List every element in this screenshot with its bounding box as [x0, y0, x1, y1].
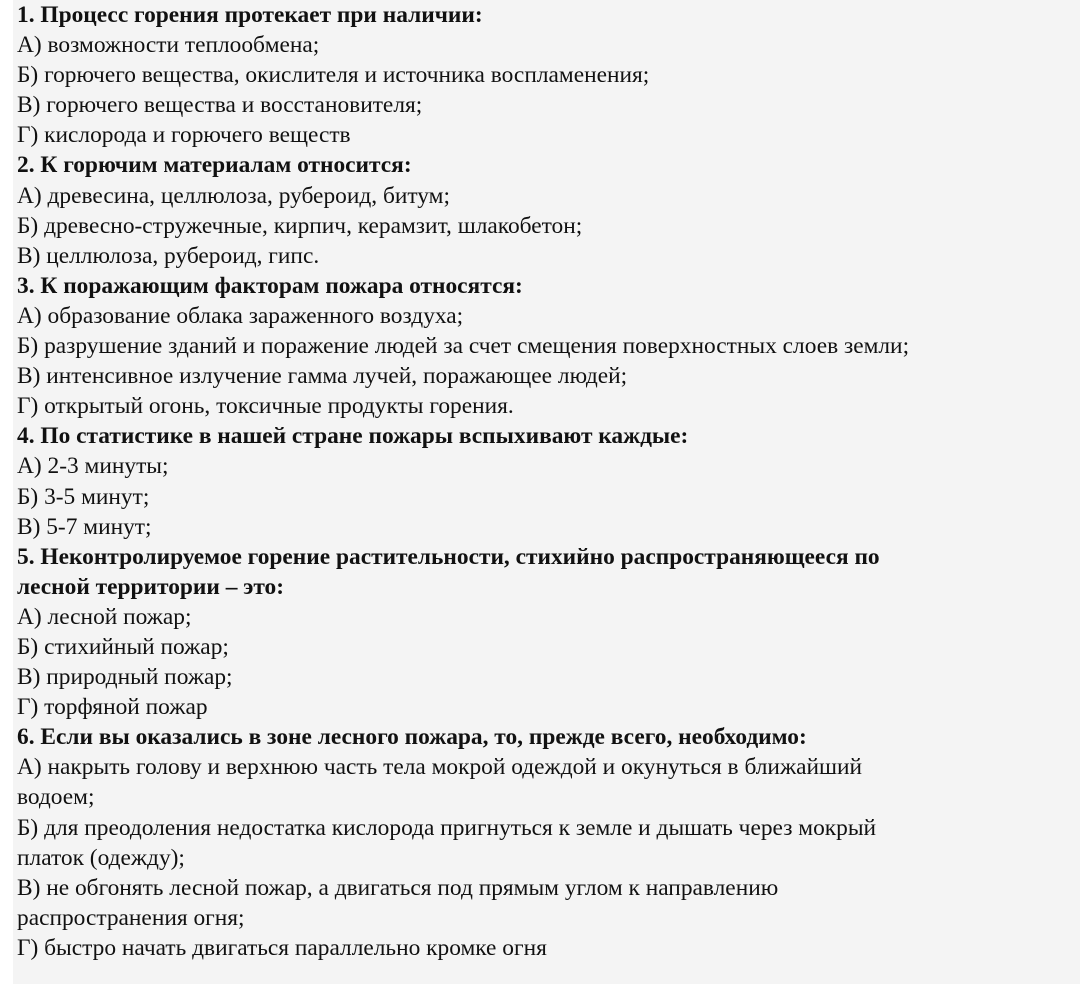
question-6-option-a-line-1: А) накрыть голову и верхнюю часть тела мокрой одеждой и окунуться в ближайший	[17, 754, 863, 781]
question-4-option-a: А) 2-3 минуты;	[17, 453, 169, 480]
question-2-option-b: Б) древесно-стружечные, кирпич, керамзит, шлакобетон;	[17, 212, 583, 239]
question-6-option-a-line-2: водоем;	[17, 784, 95, 811]
question-5-title-line-2: лесной территории – это:	[17, 573, 285, 600]
question-5-option-b: Б) стихийный пожар;	[17, 633, 229, 660]
question-4-title: 4. По статистике в нашей стране пожары вспыхивают каждые:	[17, 423, 689, 450]
question-1-title: 1. Процесс горения протекает при наличии:	[17, 2, 483, 28]
question-6-option-c-line-2: распространения огня;	[17, 904, 245, 931]
question-4-option-c: В) 5-7 минут;	[17, 513, 152, 540]
quiz-document	[13, 0, 1080, 984]
question-2-option-a: А) древесина, целлюлоза, рубероид, битум;	[17, 182, 450, 209]
question-3-option-a: А) образование облака зараженного воздуха;	[17, 302, 464, 329]
question-5-title-line-1: 5. Неконтролируемое горение растительности, стихийно распространяющееся по	[17, 543, 880, 570]
question-2-option-c: В) целлюлоза, рубероид, гипс.	[17, 242, 320, 269]
question-2-title: 2. К горючим материалам относится:	[17, 152, 412, 179]
question-6-title: 6. Если вы оказались в зоне лесного пожара, то, прежде всего, необходимо:	[17, 724, 807, 751]
question-1-option-d: Г) кислорода и горючего веществ	[17, 122, 351, 149]
question-3-title: 3. К поражающим факторам пожара относятся:	[17, 272, 523, 299]
question-3-option-c: В) интенсивное излучение гамма лучей, поражающее людей;	[17, 363, 628, 390]
question-1-option-c: В) горючего вещества и восстановителя;	[17, 92, 423, 119]
question-5-option-a: А) лесной пожар;	[17, 603, 192, 630]
question-6-option-b-line-1: Б) для преодоления недостатка кислорода пригнуться к земле и дышать через мокрый	[17, 814, 877, 841]
question-6-option-d: Г) быстро начать двигаться параллельно кромке огня	[17, 934, 547, 961]
question-5-option-d: Г) торфяной пожар	[17, 694, 208, 721]
question-1-option-b: Б) горючего вещества, окислителя и источника воспламенения;	[17, 62, 650, 89]
question-3-option-b: Б) разрушение зданий и поражение людей за счет смещения поверхностных слоев земли;	[17, 333, 910, 360]
question-5-option-c: В) природный пожар;	[17, 664, 233, 691]
question-1-option-a: А) возможности теплообмена;	[17, 32, 320, 59]
question-6-option-b-line-2: платок (одежду);	[17, 844, 185, 871]
question-6-option-c-line-1: В) не обгонять лесной пожар, а двигаться под прямым углом к направлению	[17, 874, 779, 901]
question-4-option-b: Б) 3-5 минут;	[17, 483, 150, 510]
question-3-option-d: Г) открытый огонь, токсичные продукты горения.	[17, 393, 514, 420]
